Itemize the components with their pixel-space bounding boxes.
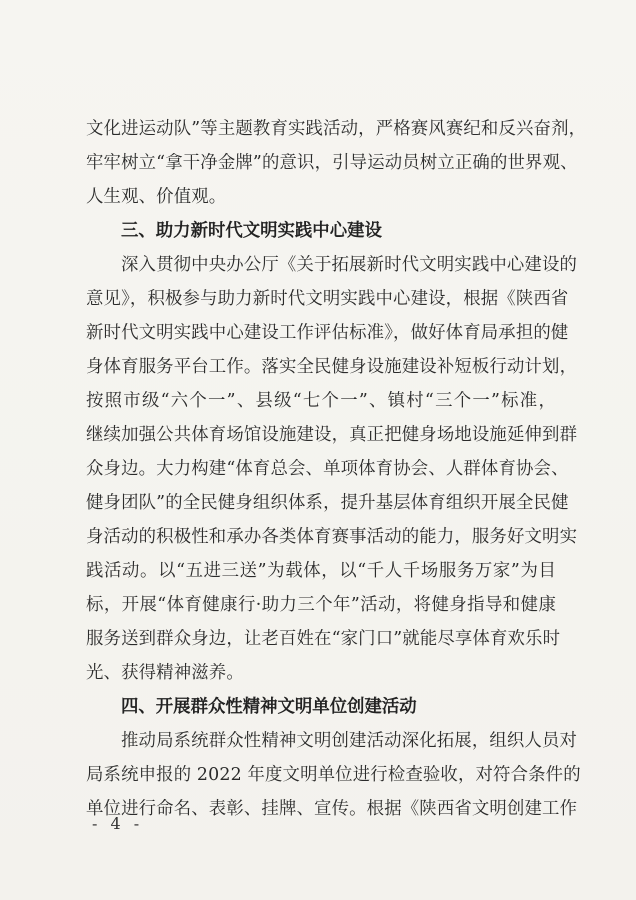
text-line: 意见》，积极参与助力新时代文明实践中心建设，根据《陕西省 <box>86 289 569 309</box>
text-line: 深入贯彻中央办公厅《关于拓展新时代文明实践中心建设的 <box>121 255 578 275</box>
text-line: 局系统申报的 2022 年度文明单位进行检查验收，对符合条件的 <box>86 765 581 785</box>
paragraph-continuation <box>86 112 587 214</box>
text-line: 新时代文明实践中心建设工作评估标准》，做好体育局承担的健 <box>86 323 569 343</box>
text-line: 牢牢树立“拿干净金牌”的意识，引导运动员树立正确的世界观、 <box>86 153 578 173</box>
text-line: 光、获得精神滋养。 <box>86 663 244 683</box>
text-line: 推动局系统群众性精神文明创建活动深化拓展，组织人员对 <box>121 731 578 751</box>
text-line: 人生观、价值观。 <box>86 187 227 207</box>
section-heading-3: 三、助力新时代文明实践中心建设 <box>121 221 382 241</box>
text-line: 单位进行命名、表彰、挂牌、宣传。根据《陕西省文明创建工作 <box>86 799 578 819</box>
text-line: 身体育服务平台工作。落实全民健身设施建设补短板行动计划， <box>86 357 578 377</box>
text-line: 众身边。大力构建“体育总会、单项体育协会、人群体育协会、 <box>86 459 569 479</box>
text-line: 按照市级“六个一”、县级“七个一”、镇村“三个一”标准， <box>86 391 556 411</box>
page-number: - 4 - <box>92 814 144 833</box>
text-line: 身活动的积极性和承办各类体育赛事活动的能力，服务好文明实 <box>86 527 578 547</box>
text-line: 继续加强公共体育场馆设施建设，真正把健身场地设施延伸到群 <box>86 425 578 445</box>
text-line: 健身团队”的全民健身组织体系，提升基层体育组织开展全民健 <box>86 493 569 513</box>
text-line: 践活动。以“五进三送”为载体，以“千人千场服务万家”为目 <box>86 561 556 581</box>
document-body <box>86 112 587 826</box>
section-heading-4: 四、开展群众性精神文明单位创建活动 <box>121 697 417 717</box>
text-line: 服务送到群众身边，让老百姓在“家门口”就能尽享体育欢乐时 <box>86 629 561 649</box>
text-line: 文化进运动队”等主题教育实践活动，严格赛风赛纪和反兴奋剂， <box>86 119 587 139</box>
text-line: 标，开展“体育健康行·助力三个年”活动，将健身指导和健康 <box>86 595 556 615</box>
paragraph-section-4 <box>86 724 581 826</box>
paragraph-section-3 <box>86 248 578 690</box>
